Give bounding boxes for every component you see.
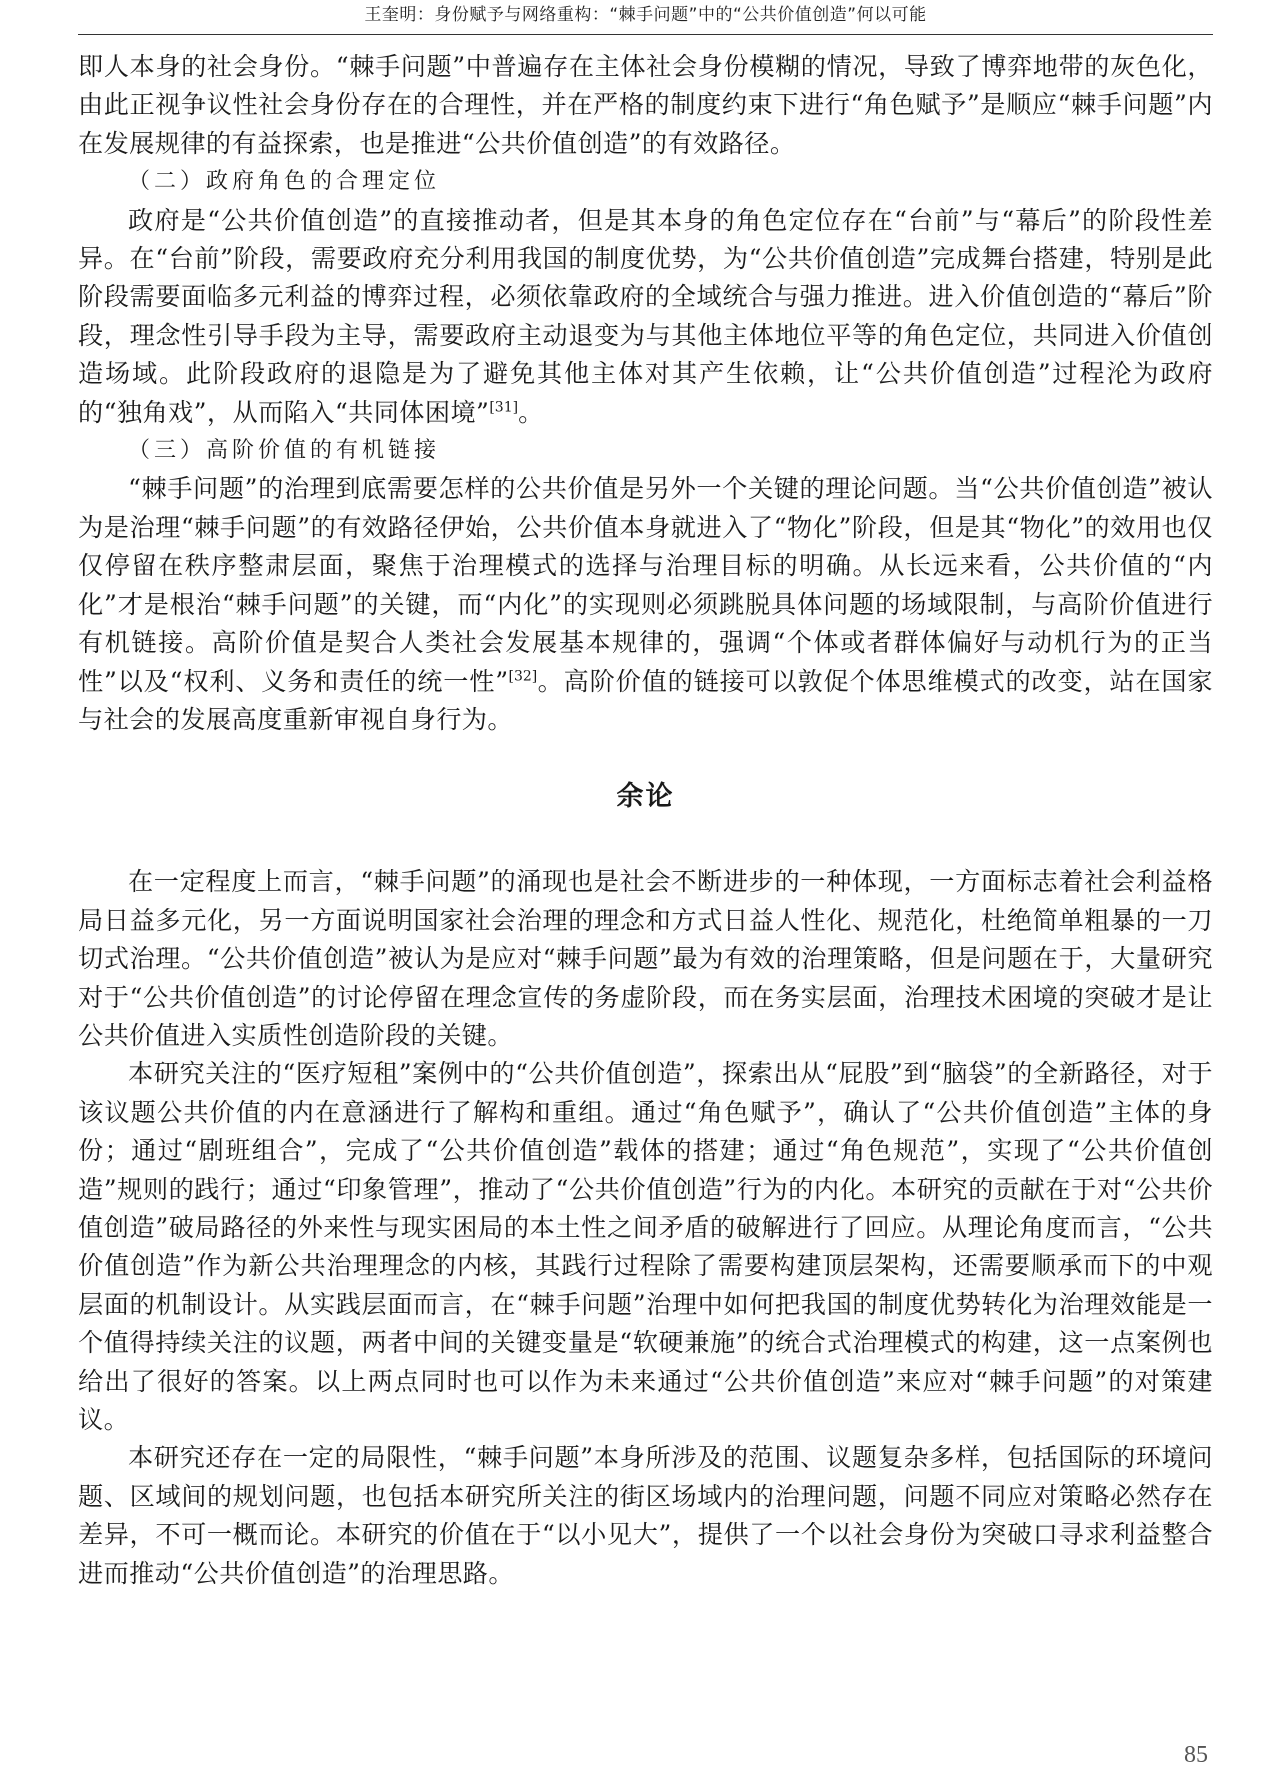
paragraph-text: 政府是“公共价值创造”的直接推动者，但是其本身的角色定位存在“台前”与“幕后”的阶段性差异。在“台前”阶段，需要政府充分利用我国的制度优势，为“公共价值创造”完成舞台搭建，特别是此阶段需要面临多元利益的博弈过程，必须依靠政府的全域统合与强力推进。进入价值创造的“幕后”阶段，理念性引导手段为主导，需要政府主动退变为与其他主体地位平等的角色定位，共同进入价值创造场域。此阶段政府的退隐是为了避免其他主体对其产生依赖，让“公共价值创造”过程沦为政府的“独角戏”，从而陷入“共同体困境” [78, 205, 1213, 427]
paragraph-end: 。高阶价值的链接可以敦促个体思维模式的改变，站在国家与社会的发展高度重新审视自身行为。 [78, 666, 1213, 734]
subheading-higher-order-values: （三）高阶价值的有机链接 [128, 438, 441, 464]
subheading-government-role: （二）政府角色的合理定位 [128, 169, 441, 195]
paragraph-conclusion-2: 本研究关注的“医疗短租”案例中的“公共价值创造”，探索出从“屁股”到“脑袋”的全新路径，对于该议题公共价值的内在意涵进行了解构和重组。通过“角色赋予”，确认了“公共价值创造”主体的身份；通过“剧班组合”，完成了“公共价值创造”载体的搭建；通过“角色规范”，实现了“公共价值创造”规则的践行；通过“印象管理”，推动了“公共价值创造”行为的内化。本研究的贡献在于对“公共价值创造”破局路径的外来性与现实困局的本土性之间矛盾的破解进行了回应。从理论角度而言，“公共价值创造”作为新公共治理理念的内核，其践行过程除了需要构建顶层架构，还需要顺承而下的中观层面的机制设计。从实践层面而言，在“棘手问题”治理中如何把我国的制度优势转化为治理效能是一个值得持续关注的议题，两者中间的关键变量是“软硬兼施”的统合式治理模式的构建，这一点案例也给出了很好的答案。以上两点同时也可以作为未来通过“公共价值创造”来应对“棘手问题”的对策建议。 [78, 1059, 1213, 1434]
paragraph-higher-order-values [78, 470, 1213, 739]
citation-31: [31] [489, 399, 519, 416]
running-header [78, 0, 1213, 35]
paragraph-conclusion-1: 在一定程度上而言，“棘手问题”的涌现也是社会不断进步的一种体现，一方面标志着社会利益格局日益多元化，另一方面说明国家社会治理的理念和方式日益人性化、规范化，杜绝简单粗暴的一刀切式治理。“公共价值创造”被认为是应对“棘手问题”最为有效的治理策略，但是问题在于，大量研究对于“公共价值创造”的讨论停留在理念宣传的务虚阶段，而在务实层面，治理技术困境的突破才是让公共价值进入实质性创造阶段的关键。 [78, 867, 1213, 1050]
paragraph-end: 。 [518, 397, 544, 427]
citation-32: [32] [508, 668, 538, 685]
section-title-conclusion: 余论 [616, 781, 675, 813]
paragraph-conclusion-3: 本研究还存在一定的局限性，“棘手问题”本身所涉及的范围、议题复杂多样，包括国际的环境问题、区域间的规划问题，也包括本研究所关注的街区场域内的治理问题，问题不同应对策略必然存在差异，不可一概而论。本研究的价值在于“以小见大”，提供了一个以社会身份为突破口寻求利益整合进而推动“公共价值创造”的治理思路。 [78, 1443, 1213, 1588]
page-number: 85 [1184, 1742, 1208, 1768]
paragraph-social-identity: 即人本身的社会身份。“棘手问题”中普遍存在主体社会身份模糊的情况，导致了博弈地带的灰色化，由此正视争议性社会身份存在的合理性，并在严格的制度约束下进行“角色赋予”是顺应“棘手问题”内在发展规律的有益探索，也是推进“公共价值创造”的有效路径。 [78, 52, 1213, 158]
running-title: 王奎明：身份赋予与网络重构：“棘手问题”中的“公共价值创造”何以可能 [364, 5, 927, 25]
paragraph-government-role [78, 202, 1213, 432]
article-body [78, 48, 1213, 1593]
paragraph-text: “棘手问题”的治理到底需要怎样的公共价值是另外一个关键的理论问题。当“公共价值创造”被认为是治理“棘手问题”的有效路径伊始，公共价值本身就进入了“物化”阶段，但是其“物化”的效用也仅仅停留在秩序整肃层面，聚焦于治理模式的选择与治理目标的明确。从长远来看，公共价值的“内化”才是根治“棘手问题”的关键，而“内化”的实现则必须跳脱具体问题的场域限制，与高阶价值进行有机链接。高阶价值是契合人类社会发展基本规律的，强调“个体或者群体偏好与动机行为的正当性”以及“权利、义务和责任的统一性” [78, 474, 1213, 696]
